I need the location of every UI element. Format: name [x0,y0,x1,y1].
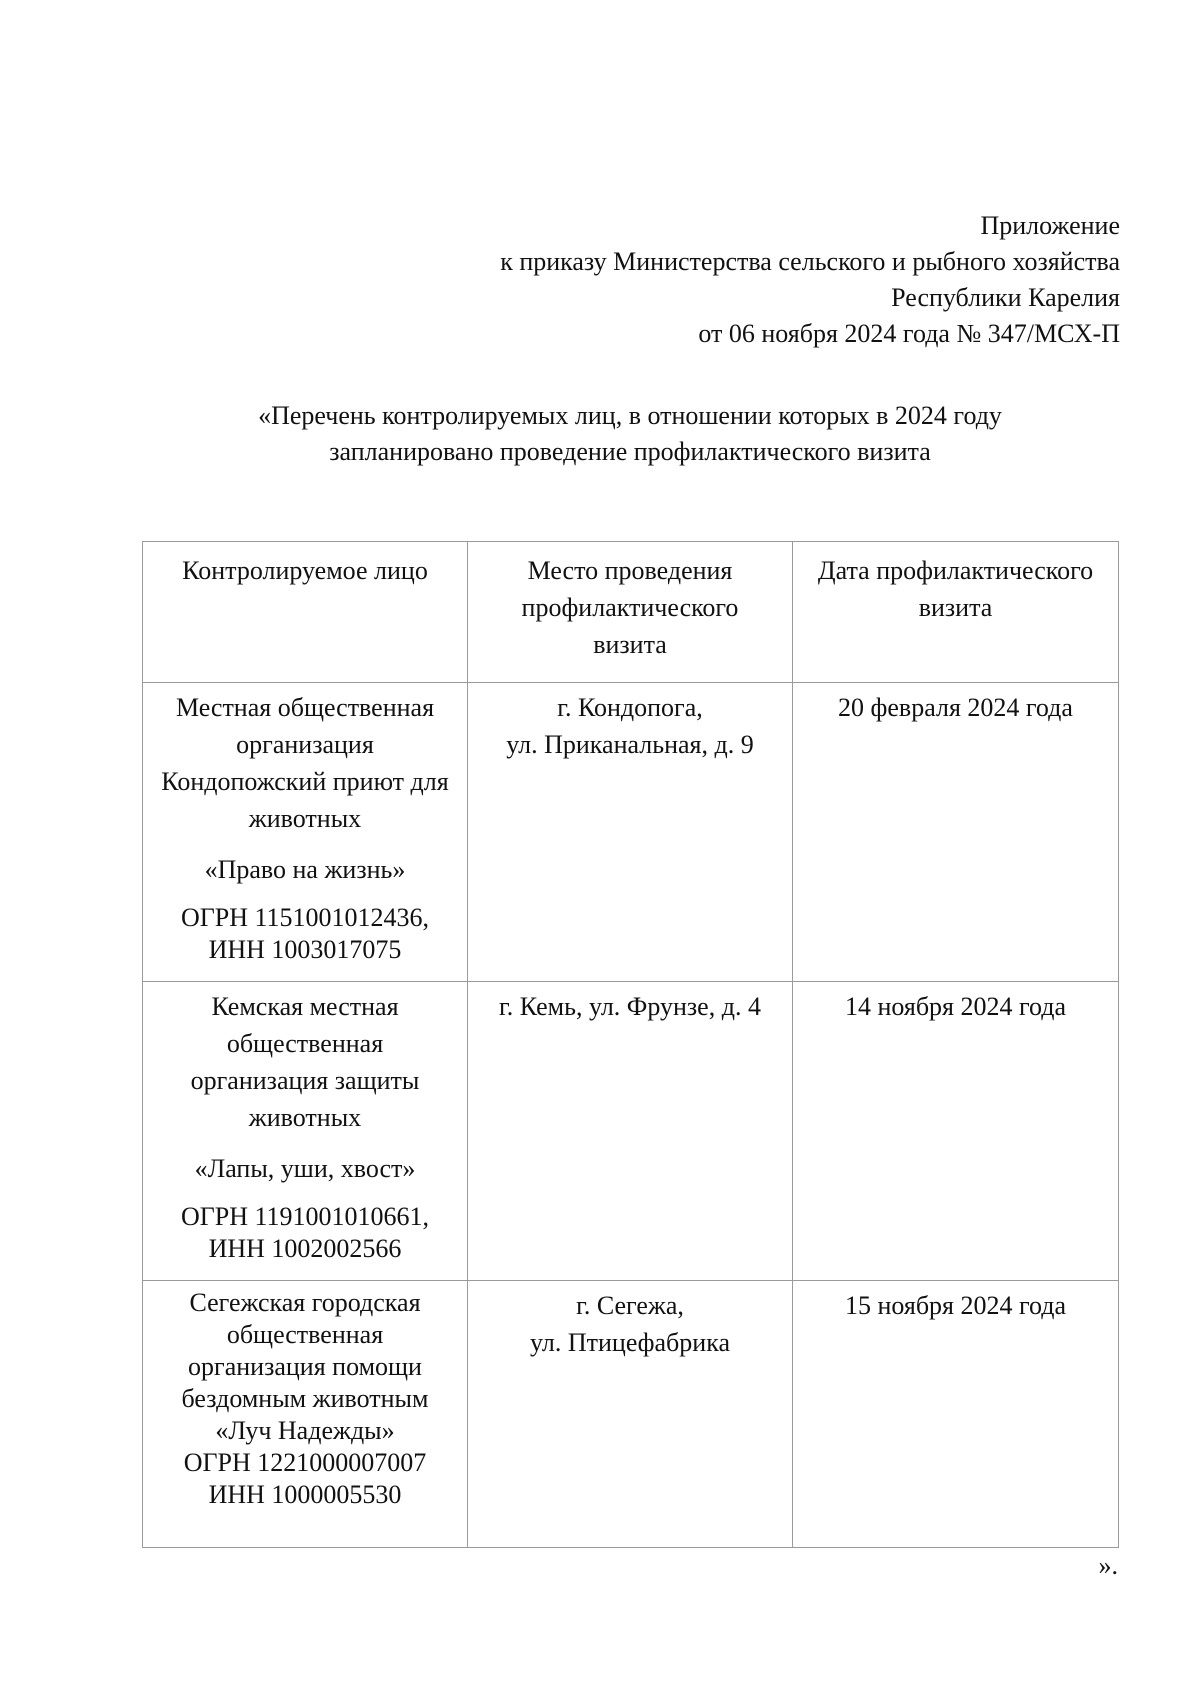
org-name: «Право на жизнь» [204,855,406,884]
header-visit-place: Место проведения профилактического визита [468,542,793,683]
title-line-1: «Перечень контролируемых лиц, в отношении которых в 2024 году [258,401,1002,430]
cell-visit-place: г. Сегежа, ул. Птицефабрика [468,1281,793,1548]
annex-label: Приложение [980,211,1120,240]
cell-visit-date: 14 ноября 2024 года [793,982,1119,1281]
cell-controlled-person: Сегежская городская общественная организация помощи бездомным животным «Луч Надежды» ОГРН 1221000007007 ИНН 1000005530 [143,1281,468,1548]
cell-visit-date: 15 ноября 2024 года [793,1281,1119,1548]
annex-header [500,208,1120,352]
cell-controlled-person: Кемская местная общественная организация защиты животных «Лапы, уши, хвост» ОГРН 1191001010661, ИНН 1002002566 [143,982,468,1281]
header-visit-date: Дата профилактического визита [793,542,1119,683]
org-inn: ИНН 1002002566 [208,1234,402,1263]
table-header-row [143,542,1119,683]
org-name: «Лапы, уши, хвост» [194,1154,416,1183]
cell-controlled-person: Местная общественная организация Кондопожский приют для животных «Право на жизнь» ОГРН 1151001012436, ИНН 1003017075 [143,683,468,982]
table-row [143,1281,1119,1548]
visits-table [142,541,1119,1548]
org-ogrn: ОГРН 1151001012436, [180,903,430,932]
org-ogrn: ОГРН 1221000007007 [183,1448,427,1477]
document-title [142,398,1118,470]
org-inn: ИНН 1003017075 [208,935,402,964]
title-line-2: запланировано проведение профилактического визита [329,437,931,466]
org-inn: ИНН 1000005530 [208,1480,402,1509]
cell-visit-place: г. Кемь, ул. Фрунзе, д. 4 [468,982,793,1281]
table-row [143,683,1119,982]
table-row [143,982,1119,1281]
cell-visit-date: 20 февраля 2024 года [793,683,1119,982]
annex-republic: Республики Карелия [891,283,1120,312]
closing-quote: ». [1098,1551,1118,1580]
annex-order-ref: к приказу Министерства сельского и рыбного хозяйства [500,247,1120,276]
org-ogrn: ОГРН 1191001010661, [180,1202,430,1231]
annex-order-date: от 06 ноября 2024 года № 347/МСХ-П [698,319,1120,348]
org-name: «Луч Надежды» [215,1416,395,1445]
header-controlled-person: Контролируемое лицо [143,542,468,683]
cell-visit-place: г. Кондопога, ул. Приканальная, д. 9 [468,683,793,982]
